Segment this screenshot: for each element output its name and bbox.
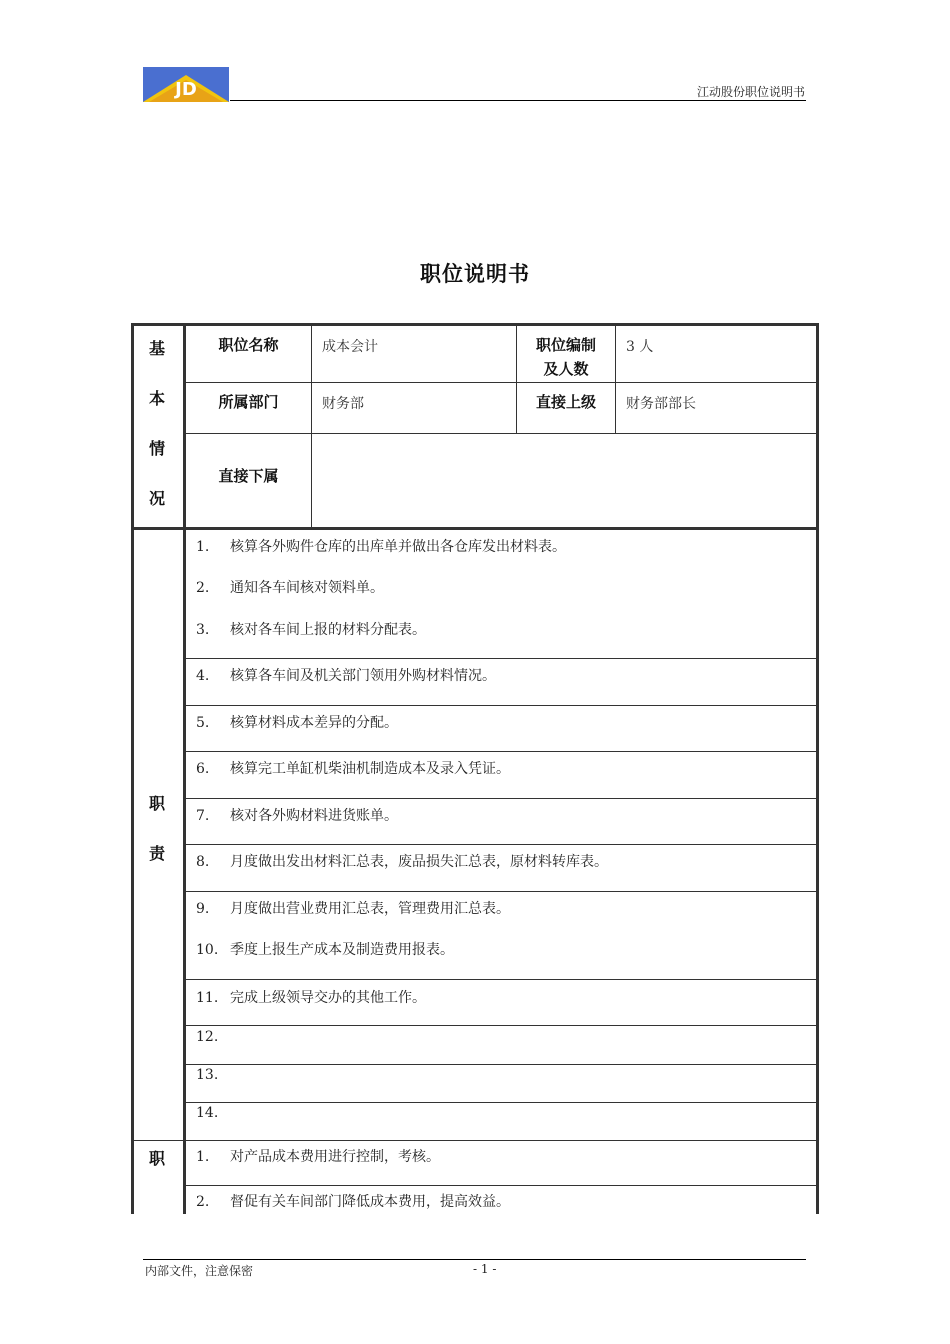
page-title: 职位说明书 bbox=[420, 262, 530, 286]
duty-item: 14. bbox=[196, 1105, 219, 1121]
duty-item: 1. 核算各外购件仓库的出库单并做出各仓库发出材料表。 bbox=[196, 539, 566, 555]
job-description-table bbox=[131, 323, 819, 1214]
authority-item: 2. 督促有关车间部门降低成本费用，提高效益。 bbox=[196, 1194, 510, 1210]
header-doc-label: 江动股份职位说明书 bbox=[696, 85, 805, 99]
duty-item: 11. 完成上级领导交办的其他工作。 bbox=[196, 990, 426, 1006]
row-divider bbox=[186, 844, 819, 845]
duty-item: 3. 核对各车间上报的材料分配表。 bbox=[196, 622, 426, 638]
section-label-duties-1: 职 bbox=[149, 794, 166, 813]
duty-item: 4. 核算各车间及机关部门领用外购材料情况。 bbox=[196, 668, 496, 684]
duty-item: 12. bbox=[196, 1029, 219, 1045]
supervisor-label: 直接上级 bbox=[535, 393, 596, 411]
section-label-basic-3: 情 bbox=[149, 439, 166, 458]
column-divider bbox=[183, 326, 186, 1214]
column-divider bbox=[311, 326, 312, 527]
headcount-label-2: 及人数 bbox=[543, 360, 589, 378]
footer-page-number: - 1 - bbox=[473, 1262, 497, 1276]
subordinates-label: 直接下属 bbox=[218, 467, 279, 485]
duty-item: 5. 核算材料成本差异的分配。 bbox=[196, 715, 398, 731]
position-name-value: 成本会计 bbox=[322, 339, 378, 355]
footer-rule bbox=[143, 1259, 806, 1260]
row-divider bbox=[186, 751, 819, 752]
row-divider bbox=[186, 658, 819, 659]
company-logo bbox=[143, 67, 229, 102]
duty-item: 7. 核对各外购材料进货账单。 bbox=[196, 808, 398, 824]
row-divider bbox=[186, 1025, 819, 1026]
svg-text:JD: JD bbox=[175, 79, 197, 100]
section-label-basic-2: 本 bbox=[149, 389, 166, 408]
row-divider bbox=[186, 705, 819, 706]
row-divider bbox=[186, 382, 819, 383]
row-divider bbox=[186, 1064, 819, 1065]
duty-item: 9. 月度做出营业费用汇总表，管理费用汇总表。 bbox=[196, 901, 510, 917]
section-label-basic-1: 基 bbox=[149, 339, 166, 358]
headcount-label-1: 职位编制 bbox=[535, 336, 596, 354]
section-divider bbox=[134, 1140, 819, 1141]
duty-item: 10. 季度上报生产成本及制造费用报表。 bbox=[196, 942, 454, 958]
row-divider bbox=[186, 433, 819, 434]
section-label-authority-1: 职 bbox=[149, 1149, 166, 1168]
footer-confidential: 内部文件，注意保密 bbox=[145, 1264, 254, 1278]
department-value: 财务部 bbox=[322, 396, 364, 412]
row-divider bbox=[186, 798, 819, 799]
duty-item: 2. 通知各车间核对领料单。 bbox=[196, 580, 384, 596]
column-divider bbox=[615, 326, 616, 433]
header-rule bbox=[230, 100, 806, 101]
row-divider bbox=[186, 979, 819, 980]
row-divider bbox=[186, 1185, 819, 1186]
section-label-basic-4: 况 bbox=[149, 489, 166, 508]
duty-item: 6. 核算完工单缸机柴油机制造成本及录入凭证。 bbox=[196, 761, 510, 777]
authority-item: 1. 对产品成本费用进行控制，考核。 bbox=[196, 1149, 440, 1165]
section-label-duties-2: 责 bbox=[149, 844, 166, 863]
row-divider bbox=[186, 891, 819, 892]
position-name-label: 职位名称 bbox=[218, 336, 279, 354]
supervisor-value: 财务部部长 bbox=[626, 396, 696, 412]
duty-item: 8. 月度做出发出材料汇总表，废品损失汇总表，原材料转库表。 bbox=[196, 854, 608, 870]
department-label: 所属部门 bbox=[218, 393, 279, 411]
duty-item: 13. bbox=[196, 1067, 219, 1083]
section-divider bbox=[134, 527, 819, 530]
headcount-value: 3 人 bbox=[626, 339, 654, 355]
row-divider bbox=[186, 1102, 819, 1103]
